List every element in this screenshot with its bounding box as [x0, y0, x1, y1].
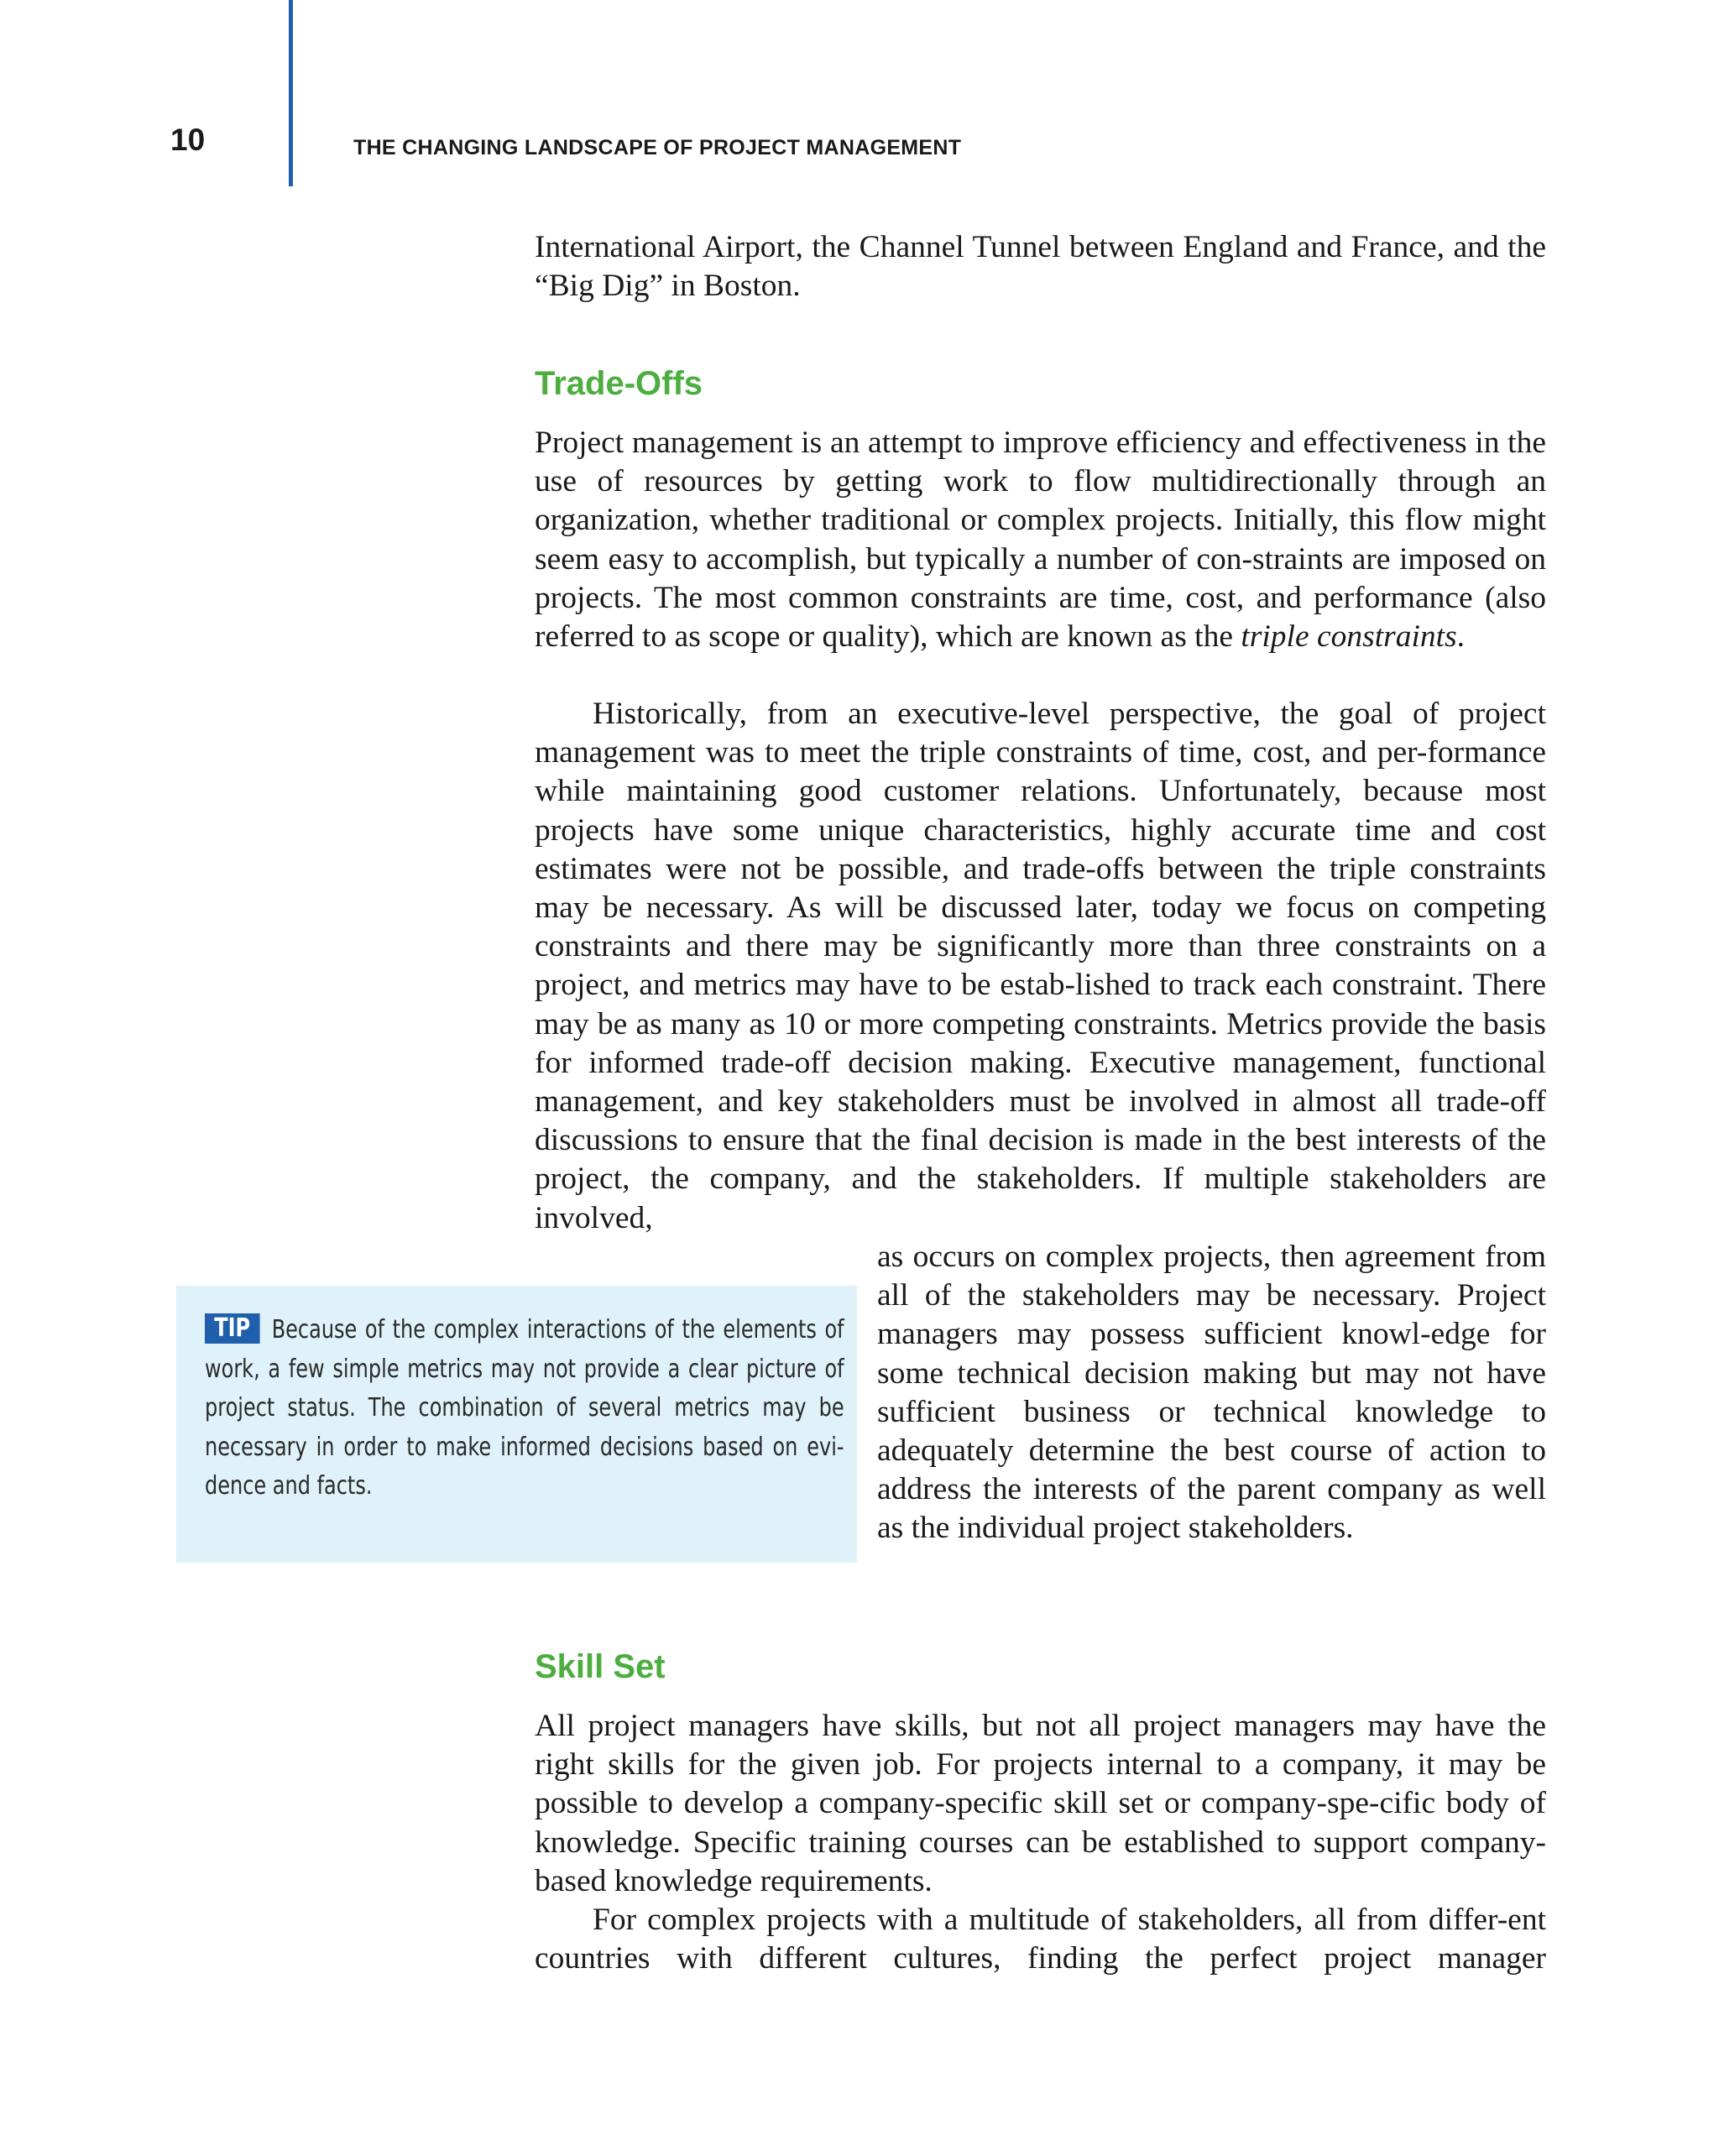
- tip-text: [205, 1311, 844, 1506]
- triple-constraints-term: triple constraints: [1241, 619, 1457, 655]
- header-rule: [289, 0, 293, 186]
- tradeoffs-paragraph-1-end: .: [1456, 619, 1466, 655]
- running-header: THE CHANGING LANDSCAPE OF PROJECT MANAGEMENT: [353, 136, 962, 159]
- tip-label: TIP: [205, 1313, 259, 1344]
- tradeoffs-paragraph-1-text: Project management is an attempt to improve efficiency and effectiveness in the use of resources by getting work to flow multidirectionally through an organization, whether traditional or complex projects. Initially, this flow might seem easy to accomplish, but typically a number of con-straints are imposed on projects. The most common constraints are time, cost, and performance (also referred to as scope or quality), which are known as the: [535, 425, 1546, 655]
- page-number: 10: [170, 123, 206, 157]
- intro-continuation-paragraph: International Airport, the Channel Tunnel between England and France, and the “Big Dig” in Boston.: [535, 230, 1546, 304]
- skillset-paragraph-1: All project managers have skills, but not all project managers may have the right skills for the given job. For projects internal to a company, it may be possible to develop a company-specific skill set or company-spe-cific body of knowledge. Specific training courses can be established to support company-based knowledge requirements.: [535, 1709, 1546, 1898]
- skillset-paragraph-2: For complex projects with a multitude of stakeholders, all from differ-ent countries with different cultures, finding the perfect project manager: [535, 1903, 1546, 1976]
- tradeoffs-paragraph-2-continued: as occurs on complex projects, then agreement from all of the stakeholders may be necessary. Project managers may possess sufficient knowl-edge for some technical decision making but may not have sufficient business or technical knowledge to adequately determine the best course of action to address the interests of the parent company as well as the individual project stakeholders.: [877, 1240, 1546, 1546]
- tradeoffs-paragraph-2: Historically, from an executive-level perspective, the goal of project management was to meet the triple constraints of time, cost, and per-formance while maintaining good customer relations. Unfortunately, because most projects have some unique characteristics, highly accurate time and cost estimates were not be possible, and trade-offs between the triple constraints may be necessary. As will be discussed later, today we focus on competing constraints and there may be significantly more than three constraints on a project, and metrics may have to be estab-lished to track each constraint. There may be as many as 10 or more competing constraints. Metrics provide the basis for informed trade-off decision making. Executive management, functional management, and key stakeholders must be involved in almost all trade-off discussions to ensure that the final decision is made in the best interests of the project, the company, and the stakeholders. If multiple stakeholders are involved,: [535, 697, 1546, 1235]
- tip-body: Because of the complex interactions of the elements of work, a few simple metrics may not provide a clear picture of project status. The combination of several metrics may be necessary in order to make informed decisions based on evi-dence and facts.: [205, 1315, 844, 1501]
- section-heading-tradeoffs: Trade-Offs: [535, 365, 703, 402]
- tip-box: [176, 1286, 857, 1563]
- tradeoffs-paragraph-1: [535, 424, 1546, 656]
- section-heading-skill-set: Skill Set: [535, 1648, 666, 1685]
